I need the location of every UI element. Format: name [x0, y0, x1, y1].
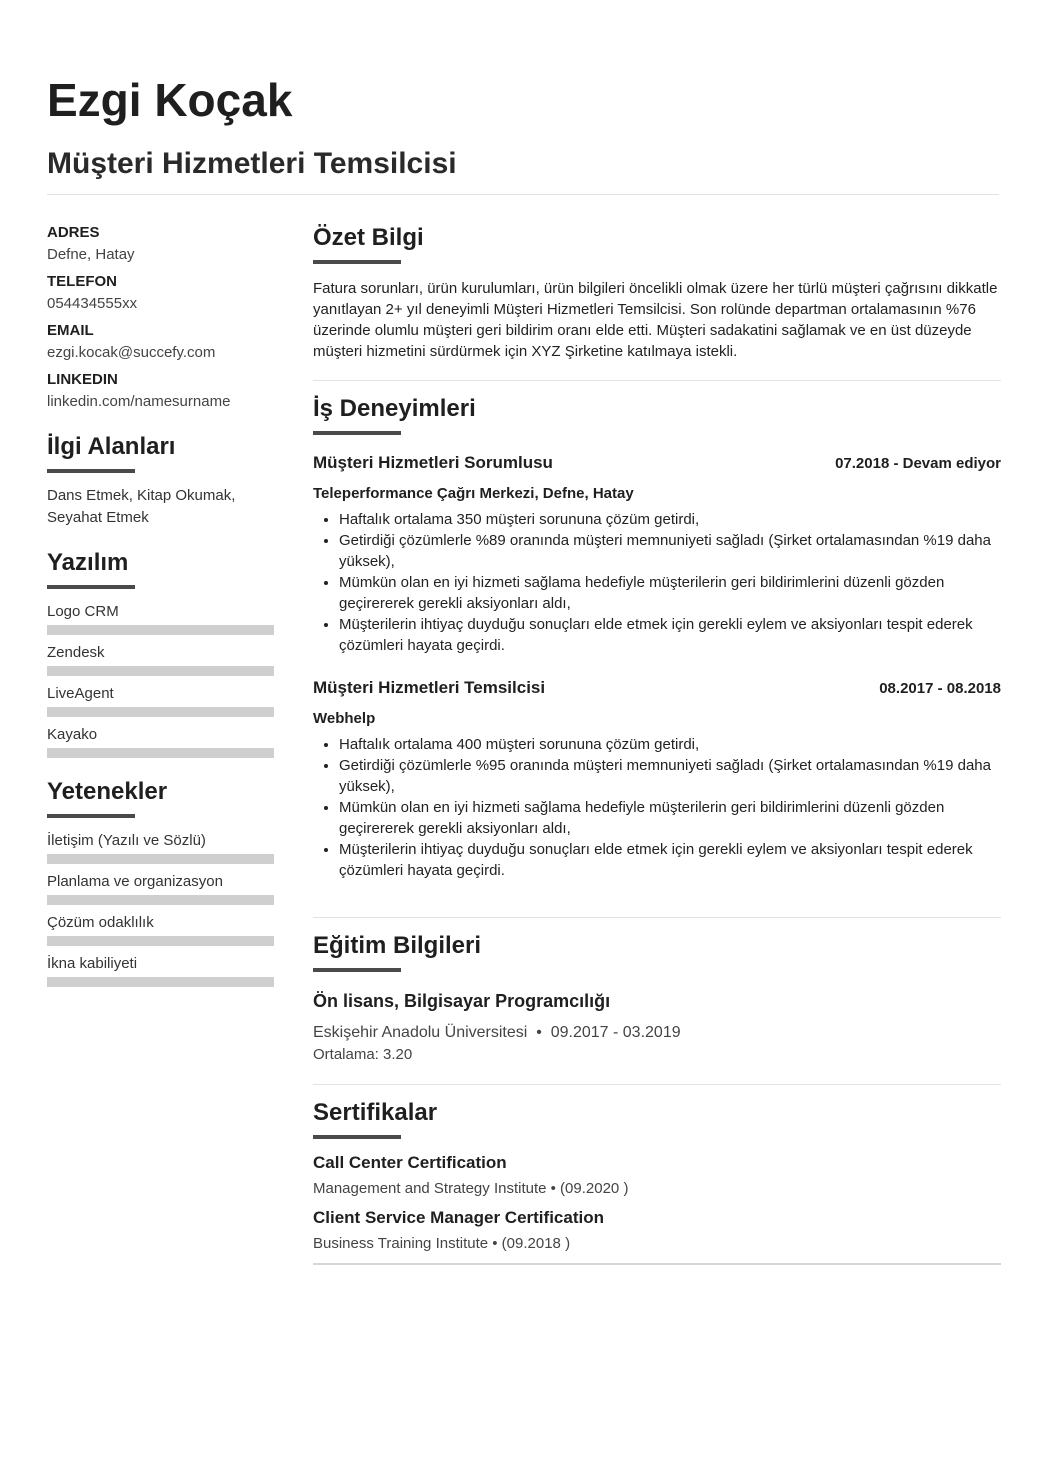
linkedin-label: LINKEDIN: [47, 371, 118, 388]
skill-level-bar: [47, 936, 274, 946]
skill-item: [47, 724, 274, 758]
education-separator: •: [536, 1024, 542, 1041]
skill-name: İkna kabiliyeti: [47, 955, 138, 972]
job-role: Müşteri Hizmetleri Sorumlusu: [313, 453, 553, 472]
job-role: Müşteri Hizmetleri Temsilcisi: [313, 678, 546, 697]
skill-item: [47, 683, 274, 717]
certificates-heading: Sertifikalar: [313, 1099, 438, 1126]
job-header: [313, 676, 1001, 701]
job-bullets: [313, 509, 1001, 656]
certificate-detail: Business Training Institute • (09.2018 ): [313, 1235, 571, 1252]
skill-level-bar: [47, 625, 274, 635]
main-column: [313, 222, 1001, 1265]
summary-section: [313, 222, 1001, 362]
job-entry: [313, 451, 1001, 656]
section-divider: [313, 380, 1001, 381]
skill-level-bar: [47, 666, 274, 676]
experience-section: [313, 393, 1001, 881]
certificate-name: Call Center Certification: [313, 1153, 507, 1172]
education-gpa: Ortalama: 3.20: [313, 1046, 413, 1063]
job-bullet: • Mümkün olan en iyi hizmeti sağlama hedefiyle müşterilerin geri bildirimlerini düzenli gözden geçirererek gerekli aksiyonları aldı,: [339, 797, 1001, 839]
skill-item: [47, 642, 274, 676]
skill-item: [47, 912, 274, 946]
certificates-heading-bar: [313, 1135, 401, 1139]
skills-heading-bar: [47, 814, 135, 818]
job-bullet: • Getirdiği çözümlerle %95 oranında müşteri memnuniyeti sağladı (Şirket ortalamasından %19 daha yüksek),: [339, 755, 1001, 797]
education-dates: 09.2017 - 03.2019: [550, 1024, 681, 1041]
skill-level-bar: [47, 977, 274, 987]
skill-name: Zendesk: [47, 644, 105, 661]
certificate-name: Client Service Manager Certification: [313, 1208, 604, 1227]
skill-name: LiveAgent: [47, 685, 114, 702]
interests-heading-bar: [47, 469, 135, 473]
sidebar: [47, 222, 274, 994]
skill-name: Planlama ve organizasyon: [47, 873, 223, 890]
job-bullet: • Mümkün olan en iyi hizmeti sağlama hedefiyle müşterilerin geri bildirimlerini düzenli gözden geçirererek gerekli aksiyonları aldı,: [339, 572, 1001, 614]
skill-level-bar: [47, 895, 274, 905]
job-bullet: • Müşterilerin ihtiyaç duyduğu sonuçları elde etmek için gerekli eylem ve aksiyonları tespit ederek çözümleri hayata geçirdi.: [339, 839, 1001, 881]
summary-heading-bar: [313, 260, 401, 264]
education-section: [313, 930, 1001, 1066]
skill-name: Çözüm odaklılık: [47, 914, 154, 931]
education-heading: Eğitim Bilgileri: [313, 932, 482, 959]
job-bullet: • Haftalık ortalama 350 müşteri sorununa çözüm getirdi,: [339, 509, 1001, 530]
experience-heading: İş Deneyimleri: [313, 395, 476, 422]
certificates-section: [313, 1097, 1001, 1255]
job-company: Webhelp: [313, 710, 376, 727]
job-bullet: • Müşterilerin ihtiyaç duyduğu sonuçları elde etmek için gerekli eylem ve aksiyonları tespit ederek çözümleri hayata geçirdi.: [339, 614, 1001, 656]
linkedin-value[interactable]: linkedin.com/namesurname: [47, 393, 231, 410]
software-heading: Yazılım: [47, 549, 129, 576]
software-heading-bar: [47, 585, 135, 589]
interests-text: Dans Etmek, Kitap Okumak, Seyahat Etmek: [47, 487, 236, 526]
skill-item: [47, 953, 274, 987]
education-degree: Ön lisans, Bilgisayar Programcılığı: [313, 991, 611, 1011]
phone-value: 054434555xx: [47, 295, 138, 312]
software-list: [47, 601, 274, 758]
skill-item: [47, 830, 274, 864]
skill-name: Kayako: [47, 726, 98, 743]
skills-list: [47, 830, 274, 987]
job-date: 07.2018 - Devam ediyor: [835, 455, 1001, 472]
skill-item: [47, 601, 274, 635]
interests-heading: İlgi Alanları: [47, 433, 176, 460]
certificate-item: [313, 1151, 1001, 1200]
skill-name: İletişim (Yazılı ve Sözlü): [47, 832, 206, 849]
phone-label: TELEFON: [47, 273, 117, 290]
education-school-line: [313, 1022, 1001, 1044]
email-value[interactable]: ezgi.kocak@succefy.com: [47, 344, 216, 361]
job-company: Teleperformance Çağrı Merkezi, Defne, Hatay: [313, 485, 634, 502]
candidate-name: Ezgi Koçak: [47, 74, 293, 126]
certificate-item: [313, 1206, 1001, 1255]
certificate-detail: Management and Strategy Institute • (09.2020 ): [313, 1180, 629, 1197]
skill-level-bar: [47, 748, 274, 758]
candidate-title: Müşteri Hizmetleri Temsilcisi: [47, 147, 457, 180]
job-header: [313, 451, 1001, 476]
bottom-divider: [313, 1263, 1001, 1265]
job-bullet: • Haftalık ortalama 400 müşteri sorununa çözüm getirdi,: [339, 734, 1001, 755]
email-label: EMAIL: [47, 322, 94, 339]
job-bullets: [313, 734, 1001, 881]
summary-heading: Özet Bilgi: [313, 224, 424, 251]
experience-heading-bar: [313, 431, 401, 435]
contact-block: [47, 222, 274, 413]
resume-header: [47, 72, 999, 184]
skill-level-bar: [47, 854, 274, 864]
section-divider: [313, 917, 1001, 918]
job-bullet: • Getirdiği çözümlerle %89 oranında müşteri memnuniyeti sağladı (Şirket ortalamasından %19 daha yüksek),: [339, 530, 1001, 572]
skills-heading: Yetenekler: [47, 778, 168, 805]
education-heading-bar: [313, 968, 401, 972]
skill-name: Logo CRM: [47, 603, 119, 620]
address-value: Defne, Hatay: [47, 246, 135, 263]
address-label: ADRES: [47, 224, 100, 241]
header-divider: [47, 194, 999, 195]
skill-item: [47, 871, 274, 905]
job-entry: [313, 676, 1001, 881]
job-date: 08.2017 - 08.2018: [879, 680, 1001, 697]
education-school: Eskişehir Anadolu Üniversitesi: [313, 1024, 528, 1041]
section-divider: [313, 1084, 1001, 1085]
summary-text: Fatura sorunları, ürün kurulumları, ürün bilgileri öncelikli olmak üzere her türlü müşteri çağrısını dikkatle yanıtlayan 2+ yıl deneyimli Müşteri Hizmetleri Temsilcisi. Son rolünde departman ortalamasının %76 üzerinde olumlu müşteri geri bildirim oranı elde etti. Müşteri sadakatini sağlamak ve en üst düzeyde müşteri hizmetini sürdürmek için XYZ Şirketine katılmaya istekli.: [313, 280, 998, 360]
skill-level-bar: [47, 707, 274, 717]
